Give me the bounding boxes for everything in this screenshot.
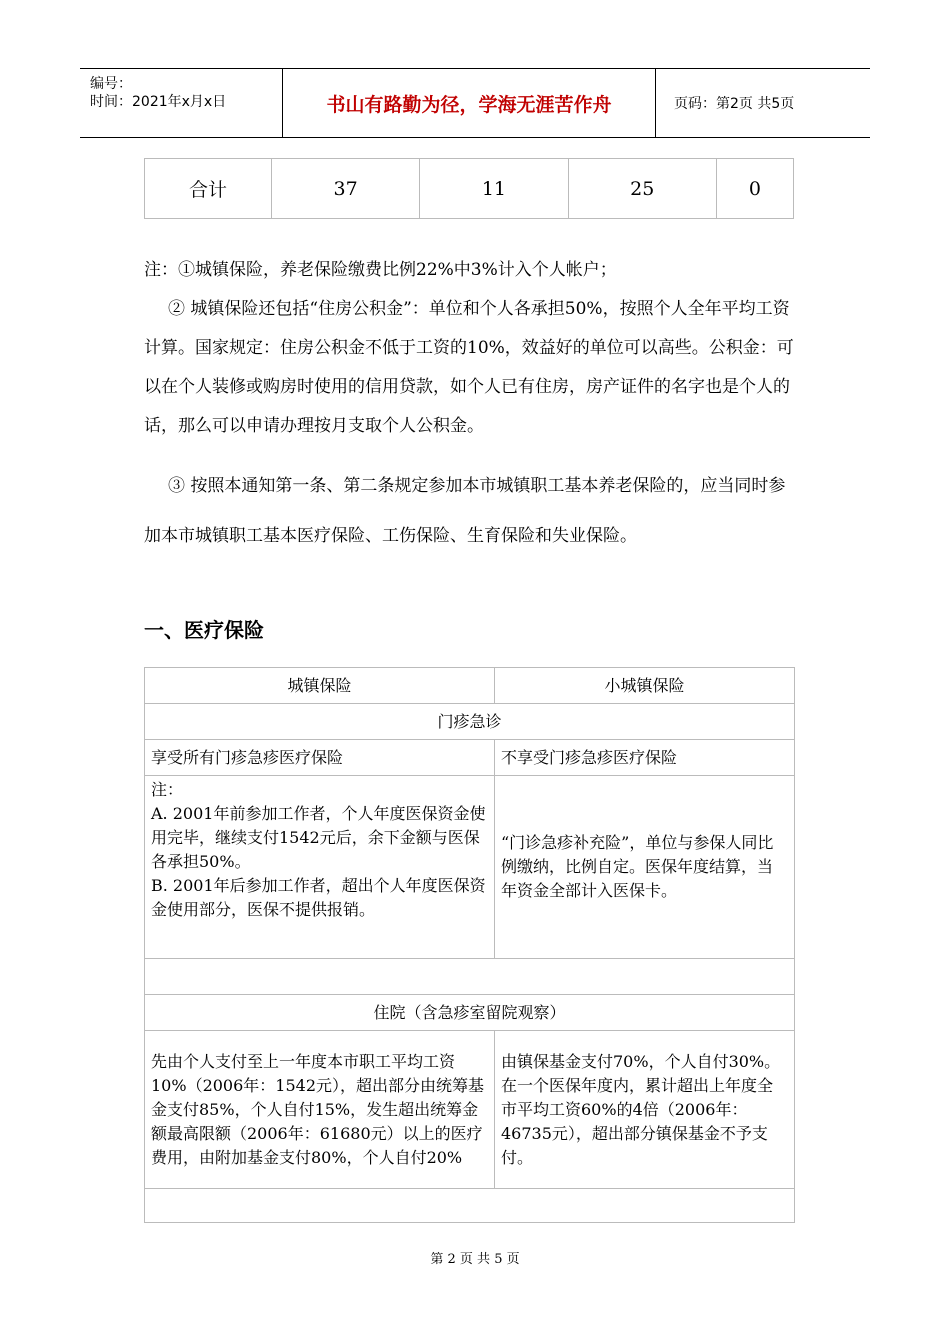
table-row [145,740,795,776]
totals-table [144,158,794,219]
outpatient-note-cell [145,776,495,959]
inpatient-urban: 先由个人支付至上一年度本市职工平均工资10%（2006年：1542元），超出部分由统筹基金支付85%，个人自付15%，发生超出统筹金额最高限额（2006年：61680元）以上的医疗费用，由附加基金支付80%，个人自付20% [145,1031,495,1189]
medical-insurance-table [144,667,795,1223]
totals-value-cell: 0 [716,159,793,219]
totals-label-cell: 合计 [145,159,272,219]
date-label: 时间：2021年x月x日 [90,94,227,110]
note-a: A. 2001年前参加工作者，个人年度医保资金使用完毕，继续支付1542元后，余下金额与医保各承担50%。 [151,804,486,871]
header-meta [80,69,283,137]
outpatient-small-town: 不享受门疹急疹医疗保险 [495,740,795,776]
table-row [145,776,795,959]
table-row [145,159,794,219]
totals-value-cell: 25 [568,159,716,219]
page-header [80,68,870,138]
section-title: 一、医疗保险 [144,618,264,642]
column-header-urban: 城镇保险 [145,668,495,704]
table-row [145,959,795,995]
note-1: 注：①城镇保险，养老保险缴费比例22%中3%计入个人帐户； [144,260,617,280]
note-label: 注： [151,780,184,799]
empty-row [145,1189,795,1223]
outpatient-urban: 享受所有门疹急疹医疗保险 [145,740,495,776]
inpatient-title: 住院（含急疹室留院观察） [145,995,795,1031]
inpatient-small-town: 由镇保基金支付70%，个人自付30%。在一个医保年度内，累计超出上年度全市平均工资60%的4倍（2006年：46735元），超出部分镇保基金不予支付。 [495,1031,795,1189]
small-town-supplement: “门诊急疹补充险”，单位与参保人同比例缴纳，比例自定。医保年度结算，当年资金全部计入医保卡。 [495,776,795,959]
totals-value-cell: 11 [420,159,568,219]
page-info-text: 页码：第2页 共5页 [674,96,795,112]
table-row [145,1031,795,1189]
table-row [145,668,795,704]
header-page-info [664,69,870,137]
table-row [145,704,795,740]
note-3: ③ 按照本通知第一条、第二条规定参加本市城镇职工基本养老保险的，应当同时参加本市城镇职工基本医疗保险、工伤保险、生育保险和失业保险。 [144,476,786,546]
note-2: ② 城镇保险还包括“住房公积金”：单位和个人各承担50%，按照个人全年平均工资计算。国家规定：住房公积金不低于工资的10%，效益好的单位可以高些。公积金：可以在个人装修或购房时使用的信用贷款，如个人已有住房，房产证件的名字也是个人的话，那么可以申请办理按月支取个人公积金。 [144,299,794,436]
page-footer: 第 2 页 共 5 页 [430,1252,520,1267]
empty-row [145,959,795,995]
number-label: 编号： [90,76,132,92]
totals-value-cell: 37 [272,159,420,219]
note-b: B. 2001年后参加工作者，超出个人年度医保资金使用部分，医保不提供报销。 [151,876,486,919]
column-header-small-town: 小城镇保险 [495,668,795,704]
outpatient-title: 门疹急诊 [145,704,795,740]
table-row [145,995,795,1031]
table-row [145,1189,795,1223]
header-motto: 书山有路勤为径，学海无涯苦作舟 [283,69,656,137]
